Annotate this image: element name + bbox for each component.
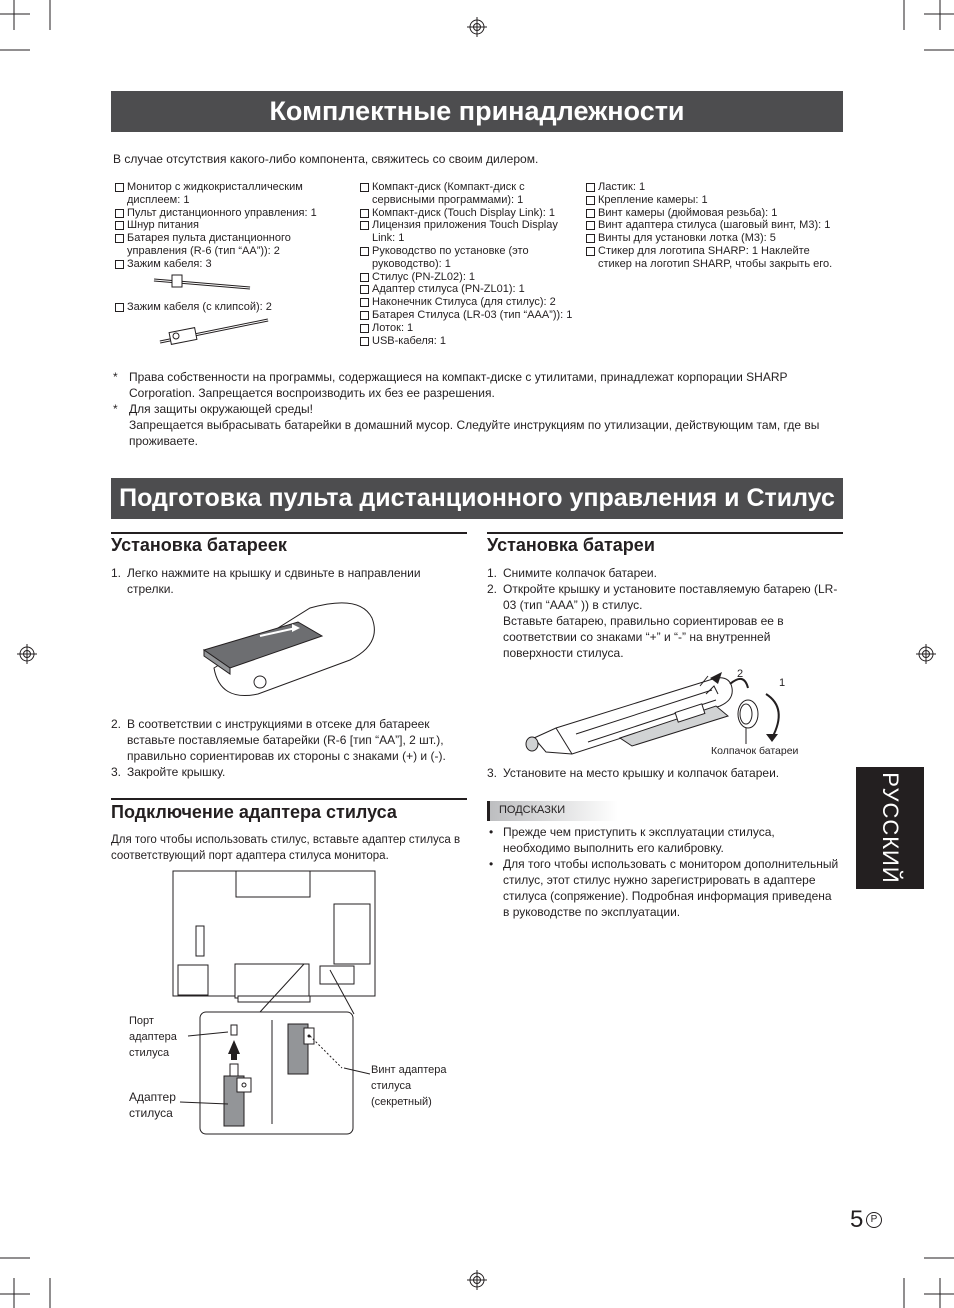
accessory-list-col3 [585,181,840,271]
step: 3. Закройте крышку. [111,765,226,779]
list-item: Батарея Стилуса (LR-03 (тип “AAA”)): 1 [359,309,579,322]
steps-stylus-3 [487,765,839,781]
intro-text: В случае отсутствия какого-либо компонента, свяжитесь со своим дилером. [113,152,539,166]
list-item: Лицензия приложения Touch Display Link: 1 [359,219,579,245]
step: 1. Легко нажмите на крышку и сдвиньте в направлении стрелки. [111,566,421,596]
list-item: Крепление камеры: 1 [585,194,840,207]
list-item: Стилус (PN-ZL02): 1 [359,271,579,284]
footnotes [113,369,841,449]
heading-stylus-battery: Установка батареи [487,535,655,555]
label-adapter-screw: Винт адаптера стилуса (секретный) [371,1064,447,1108]
adapter-paragraph: Для того чтобы использовать стилус, вставьте адаптер стилуса в соответствующий порт адаптера стилуса монитора. [111,834,461,862]
label-step-2: 2 [737,668,744,680]
step: Вставьте батарею, правильно сориентировав ее в соответствии со знаками “+” и “-” на внутренней поверхности стилуса. [503,614,784,660]
cable-clip-illustration [156,314,276,348]
list-item: USB-кабеля: 1 [359,335,579,348]
steps-remote [111,565,461,597]
accessory-list-col1b [114,301,329,314]
list-item: • Прежде чем приступить к эксплуатации стилуса, необходимо выполнить его калибровку. [487,824,839,856]
step: 2. В соответствии с инструкциями в отсеке для батареек вставьте поставляемые батарейки (R-6 [тип “AA”], 2 шт.), правильно сориентировав их стороны с знаками (+) и (-). [111,717,446,763]
list-item: Адаптер стилуса (PN-ZL01): 1 [359,283,579,296]
tips-header: ПОДСКАЗКИ [487,801,618,821]
list-item: Пульт дистанционного управления: 1 [114,207,329,220]
list-item: Монитор с жидкокристаллическим дисплеем: 1 [114,181,329,207]
language-circle-icon: Р [866,1212,882,1228]
footnote: * Права собственности на программы, содержащиеся на компакт-диске с утилитами, принадлежат корпорации SHARP Corporation. Запрещается воспроизводить их без ее разрешения. [113,370,788,400]
section-title-accessories: Комплектные принадлежности [111,91,843,132]
list-item: Шнур питания [114,219,329,232]
list-item: Стикер для логотипа SHARP: 1 Наклейте стикер на логотип SHARP, чтобы закрыть его. [585,245,840,271]
accessory-list-col1 [114,181,329,271]
divider [111,798,467,800]
footnote: * Для защиты окружающей среды! [113,402,313,416]
list-item: • Для того чтобы использовать с монитором дополнительный стилус, этот стилус нужно зарегистрировать в адаптере стилуса (сопряжение). Подробная информация приведена в руководстве по эксплуатации. [487,856,839,920]
accessory-list-col2 [359,181,579,347]
tips-list [487,824,839,920]
label-stylus-adapter: Адаптер стилуса [129,1090,176,1120]
cable-tie-illustration [150,272,260,296]
steps-stylus [487,565,839,661]
list-item: Винты для установки лотка (M3): 5 [585,232,840,245]
list-item: Винт адаптера стилуса (шаговый винт, M3): 1 [585,219,840,232]
steps-remote-2 [111,716,469,780]
heading-stylus-adapter: Подключение адаптера стилуса [111,802,397,822]
list-item: Компакт-диск (Touch Display Link): 1 [359,207,579,220]
step: 3. Установите на место крышку и колпачок батареи. [487,766,780,780]
page-number: 5 [850,1206,864,1233]
step: 1. Снимите колпачок батареи. [487,566,657,580]
step: 2. Откройте крышку и установите поставляемую батарею (LR-03 (тип “AAA” )) в стилус. [487,582,838,612]
label-step-1: 1 [779,677,786,689]
label-battery-cap: Колпачок батареи [711,745,799,757]
section-title-preparation: Подготовка пульта дистанционного управления и Стилус [111,478,843,519]
language-tab: РУССКИЙ [856,767,924,889]
list-item: Ластик: 1 [585,181,840,194]
heading-battery-install: Установка батареек [111,535,287,555]
list-item: Зажим кабеля: 3 [114,258,329,271]
footnote: Запрещается выбрасывать батарейки в домашний мусор. Следуйте инструкциям по утилизации, действующим там, где вы проживаете. [129,418,820,448]
list-item: Наконечник Стилуса (для стилус): 2 [359,296,579,309]
list-item: Руководство по установке (это руководство): 1 [359,245,579,271]
remote-control-illustration [200,598,380,700]
list-item: Зажим кабеля (с клипсой): 2 [114,301,329,314]
list-item: Винт камеры (дюймовая резьба): 1 [585,207,840,220]
label-stylus-port: Порт адаптера стилуса [129,1015,177,1059]
list-item: Компакт-диск (Компакт-диск с сервисными программами): 1 [359,181,579,207]
list-item: Батарея пульта дистанционного управления (R-6 (тип “AA”)): 2 [114,232,329,258]
list-item: Лоток: 1 [359,322,579,335]
